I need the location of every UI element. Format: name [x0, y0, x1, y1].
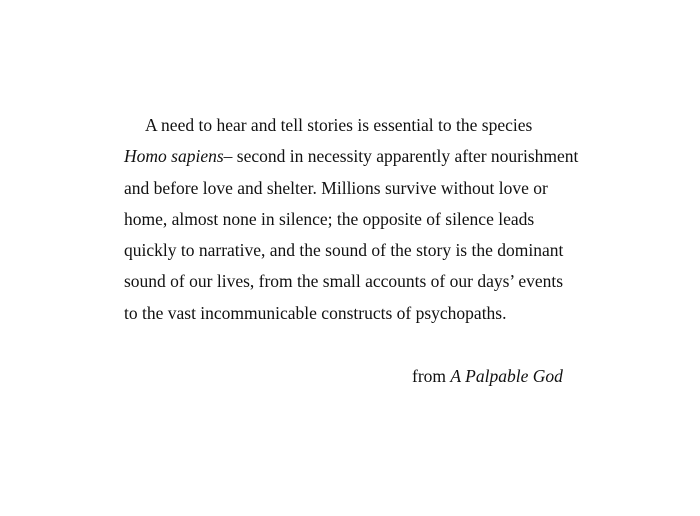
quote-line-7: to the vast incommunicable constructs of psychopaths. [124, 302, 507, 323]
quote-line-2-rest: – second in necessity apparently after nourishment [223, 146, 579, 167]
quote-line-6: sound of our lives, from the small accounts of our days’ events [124, 271, 564, 292]
species-name-italic: Homo sapiens [124, 146, 224, 167]
quote-line-1: A need to hear and tell stories is essential to the species [145, 115, 533, 135]
source-title: A Palpable God [450, 366, 563, 386]
quote-passage [124, 110, 604, 329]
quote-line-5: quickly to narrative, and the sound of the story is the dominant [124, 240, 564, 261]
quote-line-4: home, almost none in silence; the opposite of silence leads [124, 208, 535, 229]
attribution-prefix: from [412, 366, 451, 386]
quote-line-3: and before love and shelter. Millions survive without love or [124, 177, 548, 198]
attribution [412, 362, 563, 390]
quote-line-2 [124, 141, 604, 172]
